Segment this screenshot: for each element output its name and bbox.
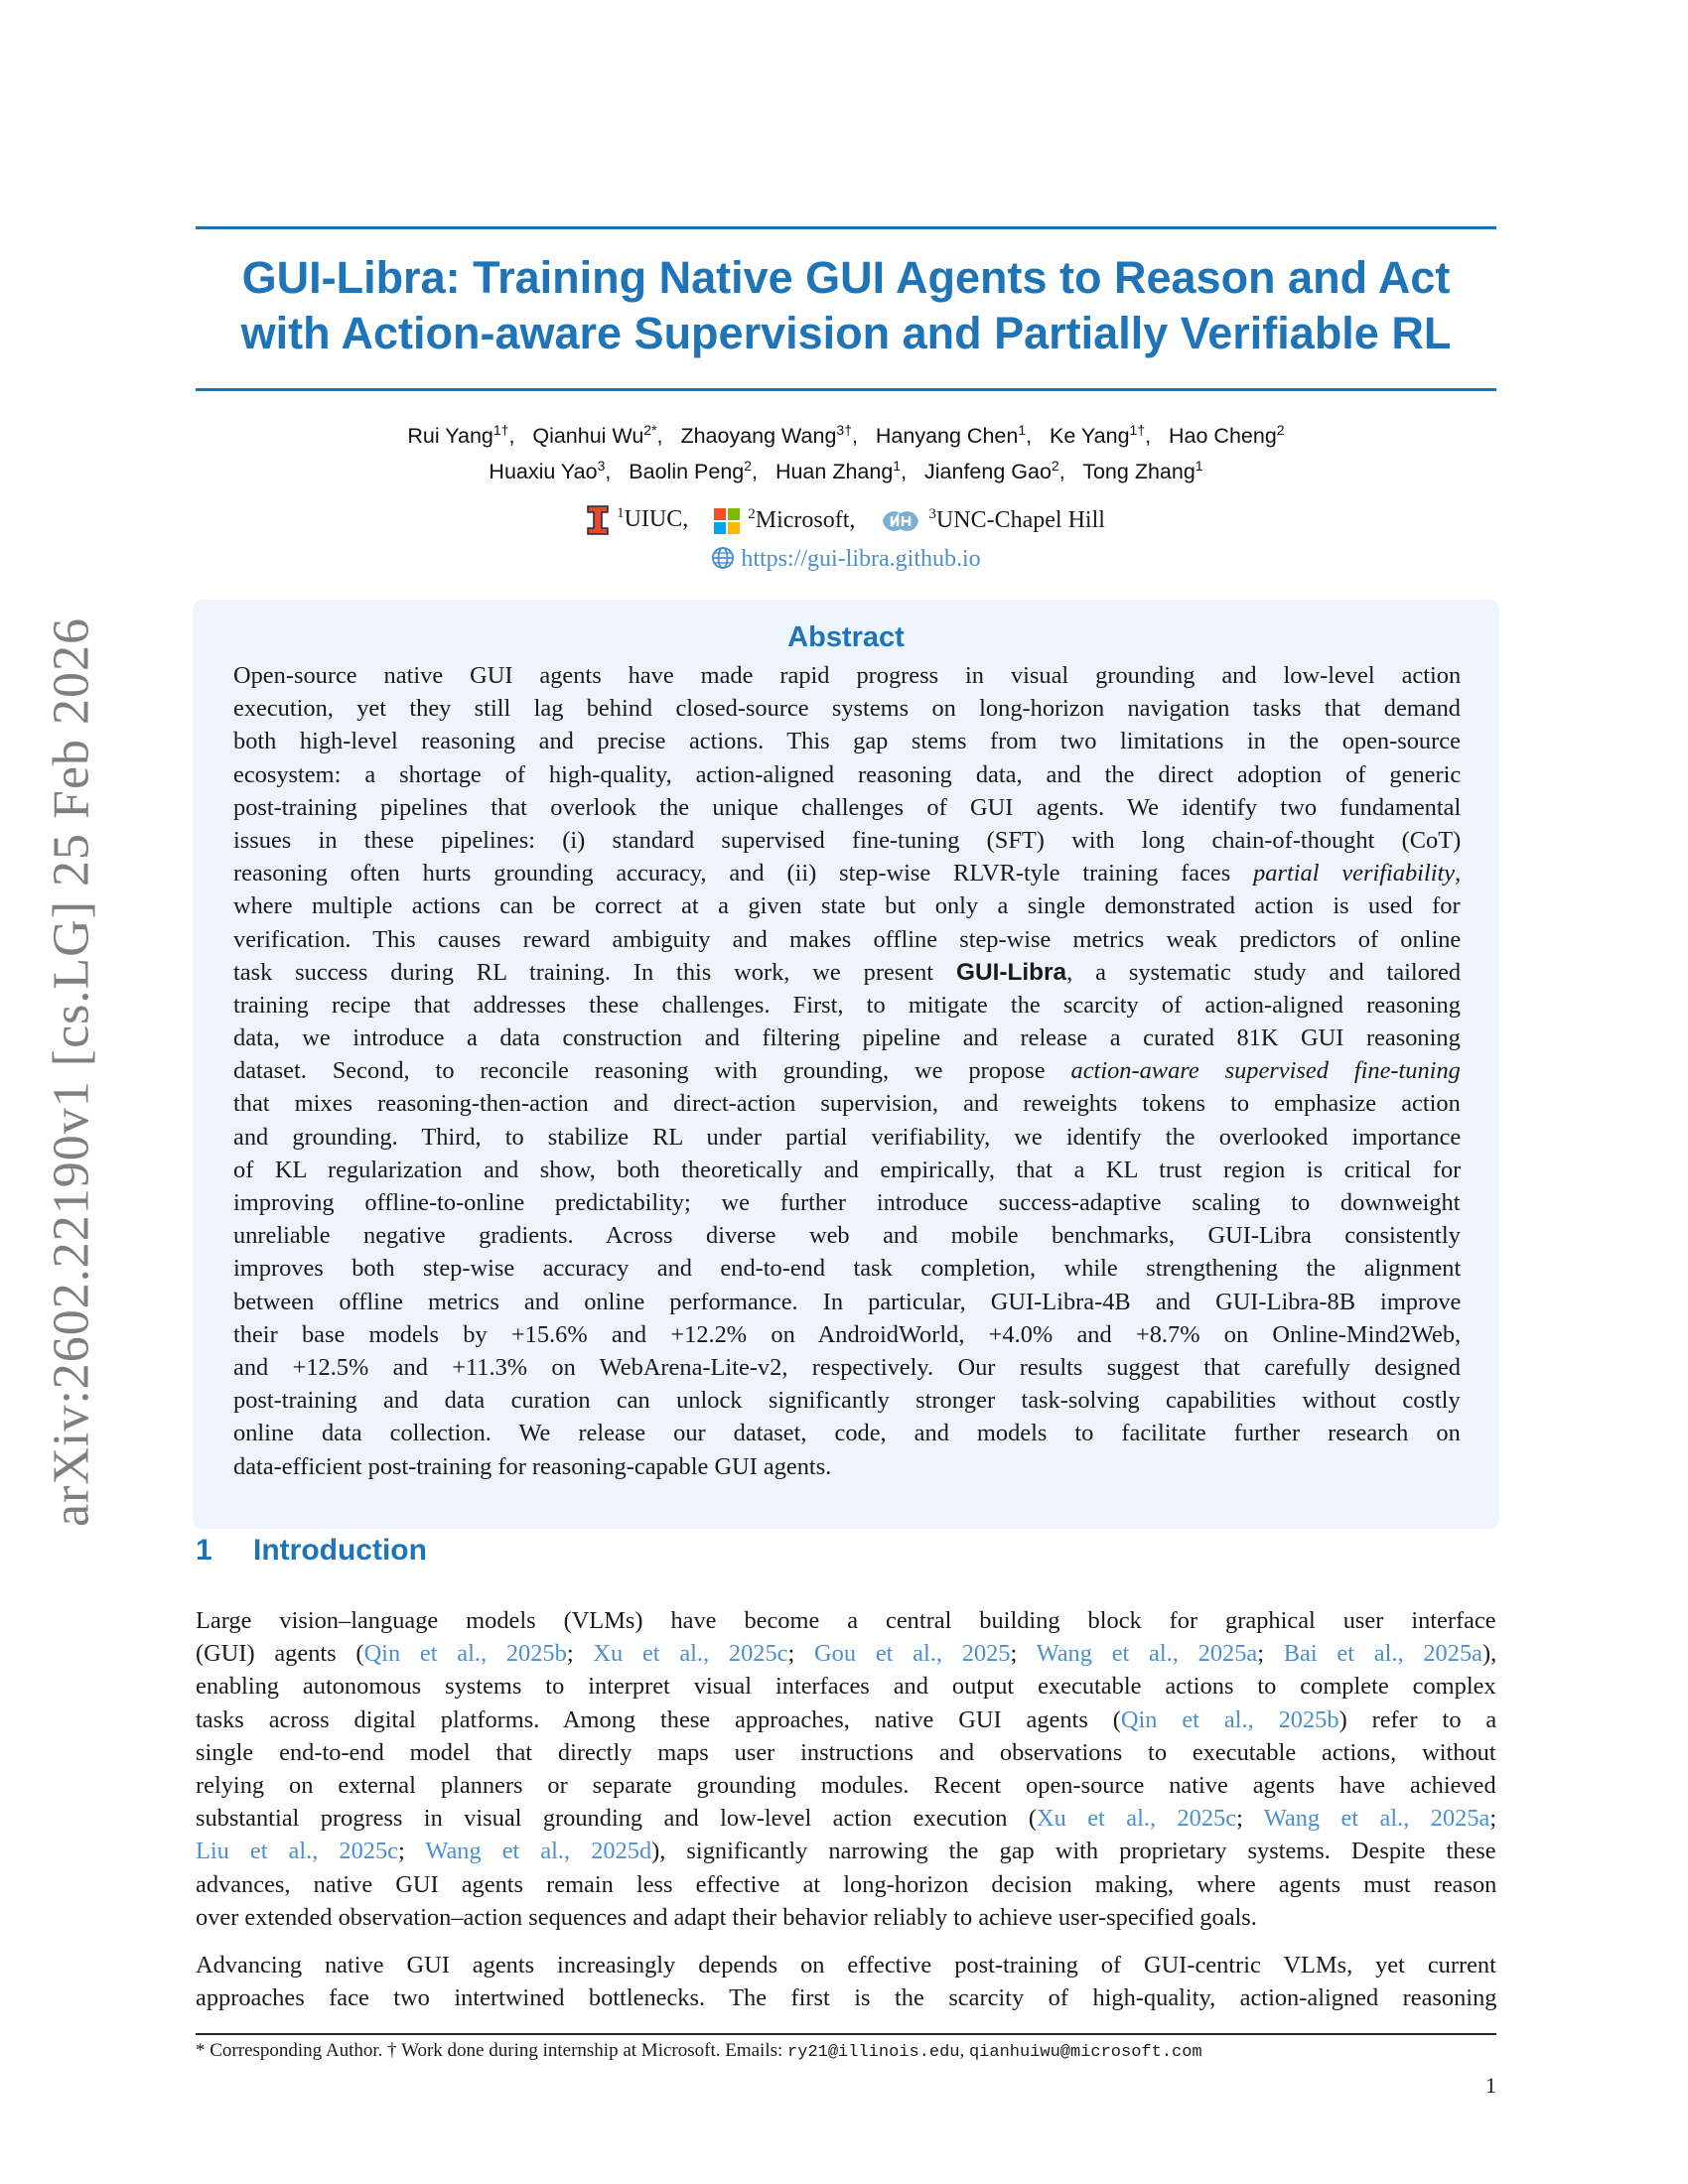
citation-link[interactable]: Wang et al., bbox=[1036, 1640, 1179, 1668]
abstract-line-text: post-training pipelines that overlook the unique challenges of GUI agents. We identify two fundamental bbox=[233, 793, 1462, 821]
abstract-line bbox=[233, 725, 1461, 757]
author-affiliation-mark: 3 bbox=[597, 458, 606, 475]
intro-line: approaches face two intertwined bottlenecks. The first is the scarcity of high-quality, action-aligned reasoning bbox=[196, 1984, 1497, 2012]
affiliation-name: Microsoft, bbox=[755, 506, 856, 533]
intro-text: tasks across digital platforms. Among these approaches, native GUI agents ( bbox=[196, 1706, 1121, 1733]
abstract-line-text: verification. This causes reward ambiguity and makes offline step-wise metrics weak predictors of online bbox=[233, 925, 1462, 953]
author-affiliation-mark: 1 bbox=[1018, 422, 1027, 438]
abstract-line bbox=[233, 1351, 1461, 1384]
citation-link[interactable]: 2025b bbox=[505, 1640, 567, 1668]
project-url-link[interactable]: https://gui-libra.github.io bbox=[741, 546, 981, 572]
abstract-line bbox=[233, 1384, 1461, 1417]
citation-link[interactable]: Wang et al., bbox=[1263, 1805, 1410, 1833]
abstract-line-text: and +12.5% and +11.3% on WebArena-Lite-v2, respectively. Our results suggest that carefully designed bbox=[233, 1353, 1461, 1381]
intro-line bbox=[196, 1868, 1496, 1901]
affiliation-name: UIUC, bbox=[624, 506, 689, 532]
title-top-rule bbox=[196, 226, 1496, 229]
intro-paragraph-1 bbox=[196, 1604, 1496, 1934]
globe-icon bbox=[711, 546, 735, 570]
citation-link[interactable]: Gou et al., bbox=[814, 1640, 942, 1668]
author-name: Huaxiu Yao bbox=[489, 460, 598, 484]
abstract-line-text: between offline metrics and online performance. In particular, GUI-Libra-4B and GUI-Libra-8B improve bbox=[233, 1288, 1462, 1315]
citation-link[interactable]: 2025c bbox=[339, 1838, 398, 1865]
abstract-line bbox=[233, 1154, 1461, 1186]
affiliation-uiuc bbox=[587, 498, 688, 535]
abstract-line bbox=[233, 1252, 1461, 1285]
abstract-line-text: both high-level reasoning and precise actions. This gap stems from two limitations in the open-source bbox=[233, 728, 1461, 755]
citation-link[interactable]: 2025a bbox=[1423, 1640, 1482, 1668]
intro-text: substantial progress in visual grounding and low-level action execution ( bbox=[196, 1805, 1038, 1833]
abstract-line-text: where multiple actions can be correct at a given state but only a single demonstrated action is used for bbox=[233, 892, 1461, 920]
intro-line: substantial progress in visual grounding and low-level action execution (Xu et al., 2025c; Wang et al., 2025a; bbox=[196, 1805, 1497, 1833]
section-heading-introduction bbox=[196, 1534, 427, 1568]
author-affiliation-mark: 3† bbox=[836, 422, 852, 438]
intro-line: (GUI) agents (Qin et al., 2025b; Xu et al., 2025c; Gou et al., 2025; Wang et al., 2025a; Bai et al., 2025a), bbox=[196, 1640, 1497, 1668]
affiliation-sup: 2 bbox=[748, 505, 756, 522]
intro-text: relying on external planners or separate grounding modules. Recent open-source native agents have achieved bbox=[196, 1771, 1496, 1799]
intro-text: advances, native GUI agents remain less effective at long-horizon decision making, where agents must reason bbox=[196, 1870, 1497, 1898]
intro-text: (GUI) agents ( bbox=[196, 1640, 364, 1668]
microsoft-logo-icon bbox=[714, 508, 740, 534]
citation-link[interactable]: 2025a bbox=[1430, 1805, 1490, 1833]
title-line-1: GUI-Libra: Training Native GUI Agents to Reason and Act bbox=[241, 252, 1451, 303]
abstract-line-text: of KL regularization and show, both theoretically and empirically, that a KL trust region is critical for bbox=[233, 1156, 1462, 1183]
abstract-line bbox=[233, 1087, 1461, 1120]
author-name: Hao Cheng bbox=[1169, 424, 1277, 449]
citation-link[interactable]: 2025 bbox=[961, 1640, 1011, 1668]
affiliation-unc bbox=[881, 499, 1104, 535]
author-name: Zhaoyang Wang bbox=[680, 424, 837, 449]
citation-link[interactable]: 2025b bbox=[1278, 1706, 1339, 1733]
citation-link[interactable]: Liu et al., bbox=[196, 1838, 319, 1865]
title-line-2: with Action-aware Supervision and Partially Verifiable RL bbox=[240, 308, 1452, 358]
intro-line bbox=[196, 1769, 1496, 1802]
citation-link[interactable]: Xu et al., bbox=[1037, 1805, 1157, 1833]
intro-line bbox=[196, 1604, 1496, 1637]
citation-link[interactable]: Wang et al., bbox=[425, 1838, 571, 1865]
email-link-1[interactable]: ry21@illinois.edu bbox=[787, 2043, 960, 2062]
section-title: Introduction bbox=[253, 1534, 427, 1567]
intro-text: ), significantly narrowing the gap with proprietary systems. Despite these bbox=[651, 1838, 1496, 1865]
author-affiliation-mark: 1 bbox=[1195, 458, 1203, 475]
intro-line bbox=[196, 1670, 1496, 1703]
author-name: Tong Zhang bbox=[1082, 460, 1196, 484]
abstract-line-text: and grounding. Third, to stabilize RL under partial verifiability, we identify the overlooked importance bbox=[233, 1123, 1462, 1151]
paper-title bbox=[196, 250, 1496, 361]
intro-text: ) refer to a bbox=[1338, 1706, 1497, 1733]
section-number: 1 bbox=[196, 1534, 212, 1567]
intro-line bbox=[196, 1901, 1257, 1934]
authors-line-1: Rui Yang$^{1\dagger}$, Qianhui $Wu^{2*}$, Zhaoyang Wang$^{3\dagger}$, Hanyang Chen$^1$, Ke Yang$^{1\dagger}$, Hao Cheng$^2$ bbox=[407, 422, 1285, 449]
author-affiliation-mark: 1† bbox=[1129, 422, 1146, 438]
abstract-line bbox=[233, 1286, 1461, 1318]
abstract-line bbox=[233, 857, 1461, 889]
abstract-line bbox=[233, 1186, 1461, 1219]
abstract-line-text: improving offline-to-online predictability; we further introduce success-adaptive scaling to downweight bbox=[233, 1189, 1461, 1216]
abstract-line bbox=[233, 923, 1461, 956]
intro-text: Large vision–language models (VLMs) have become a central building block for graphical user interface bbox=[196, 1607, 1496, 1634]
author-affiliation-mark: 2* bbox=[643, 422, 657, 438]
abstract-heading: Abstract bbox=[787, 621, 905, 653]
abstract-line bbox=[233, 659, 1461, 692]
abstract-punct: , bbox=[1455, 860, 1462, 887]
affiliations bbox=[196, 498, 1496, 535]
citation-link[interactable]: Qin et al., bbox=[1120, 1706, 1254, 1733]
author-affiliation-mark: 2 bbox=[744, 458, 753, 475]
abstract-line bbox=[233, 956, 1461, 989]
abstract-line-text: that mixes reasoning-then-action and direct-action supervision, and reweights tokens to emphasize action bbox=[233, 1090, 1461, 1118]
author-name: Jianfeng Gao bbox=[924, 460, 1052, 484]
affiliation-microsoft bbox=[714, 499, 855, 535]
abstract-line-text: dataset. Second, to reconcile reasoning with grounding, we propose bbox=[233, 1057, 1071, 1085]
intro-line: Advancing native GUI agents increasingly depends on effective post-training of GUI-centric VLMs, yet current bbox=[196, 1952, 1496, 1979]
method-name: GUI-Libra bbox=[955, 958, 1067, 986]
abstract-line-text: online data collection. We release our dataset, code, and models to facilitate further research on bbox=[233, 1420, 1461, 1447]
abstract-line bbox=[233, 1318, 1461, 1351]
author-affiliation-mark: 2 bbox=[1051, 458, 1059, 475]
abstract-line-text: post-training and data curation can unlock significantly stronger task-solving capabilities without costly bbox=[233, 1387, 1461, 1415]
citation-link[interactable]: Qin et al., bbox=[363, 1640, 488, 1668]
abstract-line bbox=[233, 989, 1461, 1022]
citation-link[interactable]: 2025a bbox=[1197, 1640, 1258, 1668]
abstract-line bbox=[233, 824, 1461, 857]
abstract-line-text: task success during RL training. In this work, we present bbox=[233, 958, 956, 986]
intro-line bbox=[196, 1736, 1496, 1769]
abstract-line bbox=[233, 791, 1461, 824]
footnote-separator: , bbox=[959, 2040, 969, 2061]
author-affiliation-mark: 2 bbox=[1276, 422, 1285, 438]
abstract-line bbox=[233, 1450, 831, 1483]
author-affiliation-mark: 1 bbox=[893, 458, 902, 475]
illinois-logo-icon bbox=[587, 505, 609, 535]
authors-line-2: Huaxiu Yao$^3$, Baolin Peng$^2$, Huan Zhang$^1$, Jianfeng Gao$^2$, Tong Zhang$^1$ bbox=[489, 458, 1203, 484]
author-list bbox=[196, 415, 1496, 486]
abstract-line-text: unreliable negative gradients. Across diverse web and mobile benchmarks, GUI-Libra consistently bbox=[233, 1222, 1461, 1250]
citation-link[interactable]: 2025c bbox=[1177, 1805, 1237, 1833]
unc-logo-icon bbox=[881, 507, 920, 535]
abstract-line-tail: , a systematic study and tailored bbox=[1066, 958, 1462, 986]
author-name: Hanyang Chen bbox=[875, 424, 1019, 449]
abstract-line-text: reasoning often hurts grounding accuracy, and (ii) step-wise RLVR-tyle training faces bbox=[233, 860, 1254, 887]
abstract-line bbox=[233, 758, 1461, 791]
abstract-line-text: data, we introduce a data construction and filtering pipeline and release a curated 81K GUI reasoning bbox=[233, 1024, 1461, 1052]
intro-line bbox=[196, 1704, 1496, 1736]
author-name: Qianhui Wu bbox=[532, 424, 644, 449]
affiliation-sup: 1 bbox=[617, 505, 625, 521]
abstract-line bbox=[233, 1219, 1461, 1252]
affiliation-sup: 3 bbox=[928, 505, 936, 522]
email-link-2[interactable]: qianhuiwu@microsoft.com bbox=[968, 2043, 1202, 2062]
footnote-rule bbox=[196, 2033, 1496, 2035]
intro-text: over extended observation–action sequences and adapt their behavior reliably to achieve user-specified goals. bbox=[196, 1903, 1257, 1931]
intro-text: single end-to-end model that directly maps user instructions and observations to executable actions, without bbox=[196, 1738, 1496, 1766]
intro-paragraph-2 bbox=[196, 1949, 1496, 2014]
author-name: Rui Yang bbox=[407, 424, 493, 449]
abstract-emphasis: partial verifiability bbox=[1253, 860, 1456, 887]
citation-link[interactable]: 2025d bbox=[591, 1838, 652, 1865]
author-name: Huan Zhang bbox=[774, 460, 894, 484]
project-link-row bbox=[196, 546, 1496, 573]
arxiv-identifier: arXiv:2602.22190v1 [cs.LG] 25 Feb 2026 bbox=[43, 616, 100, 1528]
abstract-line bbox=[233, 889, 1461, 922]
abstract-line-text: issues in these pipelines: (i) standard supervised fine-tuning (SFT) with long chain-of-thought (CoT) bbox=[233, 826, 1462, 854]
author-name: Baolin Peng bbox=[629, 460, 745, 484]
intro-text: enabling autonomous systems to interpret visual interfaces and output executable actions to complete complex bbox=[196, 1673, 1496, 1701]
citation-link[interactable]: Bai et al., bbox=[1283, 1640, 1404, 1668]
citation-link[interactable]: Xu et al., bbox=[593, 1640, 710, 1668]
title-bottom-rule bbox=[196, 388, 1496, 391]
page-number: 1 bbox=[1485, 2073, 1496, 2098]
abstract-line-text: Open-source native GUI agents have made rapid progress in visual grounding and low-level action bbox=[233, 662, 1462, 689]
abstract-line bbox=[233, 1054, 1461, 1087]
abstract-line-text: ecosystem: a shortage of high-quality, action-aligned reasoning data, and the direct adoption of generic bbox=[233, 760, 1462, 788]
abstract-line-text: training recipe that addresses these challenges. First, to mitigate the scarcity of action-aligned reasoning bbox=[233, 991, 1461, 1019]
author-affiliation-mark: 1† bbox=[492, 422, 509, 438]
abstract-line bbox=[233, 1417, 1461, 1449]
abstract-line bbox=[233, 692, 1461, 725]
intro-line: Liu et al., 2025c; Wang et al., 2025d), significantly narrowing the gap with proprietary systems. Despite these bbox=[196, 1838, 1496, 1865]
footnote-text: * Corresponding Author. † Work done during internship at Microsoft. Emails: bbox=[196, 2040, 788, 2061]
affiliation-name: UNC-Chapel Hill bbox=[935, 506, 1105, 533]
abstract-emphasis: action-aware supervised fine-tuning bbox=[1070, 1057, 1461, 1085]
abstract-line-text: data-efficient post-training for reasoning-capable GUI agents. bbox=[233, 1452, 832, 1480]
footnote bbox=[196, 2039, 1496, 2065]
author-name: Ke Yang bbox=[1050, 424, 1130, 449]
citation-link[interactable]: 2025c bbox=[728, 1640, 788, 1668]
abstract-line bbox=[233, 1121, 1461, 1154]
abstract-line-text: their base models by +15.6% and +12.2% on AndroidWorld, +4.0% and +8.7% on Online-Mind2Web, bbox=[233, 1320, 1462, 1348]
abstract-line-text: improves both step-wise accuracy and end-to-end task completion, while strengthening the alignment bbox=[233, 1255, 1462, 1283]
abstract-line-text: execution, yet they still lag behind closed-source systems on long-horizon navigation tasks that demand bbox=[233, 695, 1461, 723]
abstract-body bbox=[233, 659, 1461, 1483]
abstract-line bbox=[233, 1022, 1461, 1054]
